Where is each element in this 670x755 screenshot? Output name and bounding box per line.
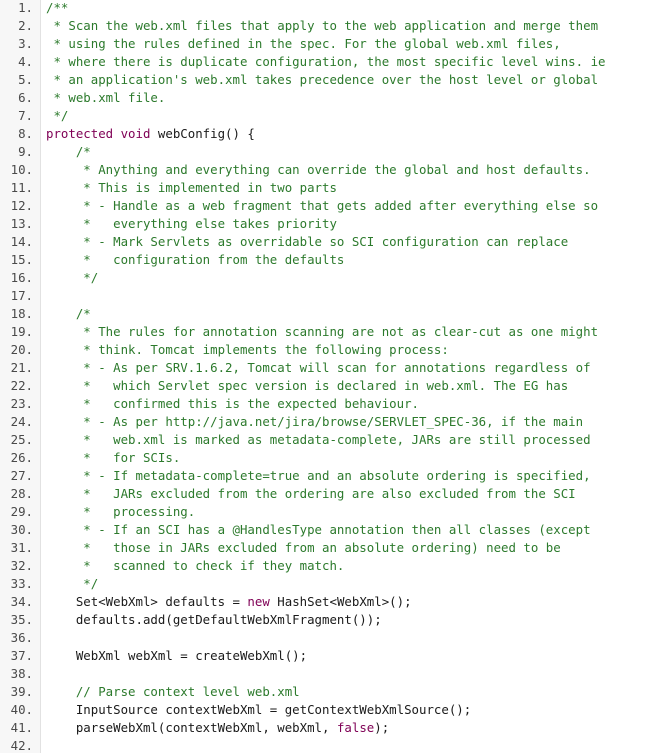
line-code — [40, 269, 98, 287]
code-line — [0, 35, 670, 53]
code-line — [0, 719, 670, 737]
code-line — [0, 215, 670, 233]
code-line — [0, 197, 670, 215]
code-keyword: protected void — [46, 126, 151, 141]
line-number: 2. — [18, 18, 33, 33]
code-line — [0, 125, 670, 143]
line-number: 30. — [10, 522, 33, 537]
line-code — [40, 719, 389, 737]
line-code — [40, 737, 46, 755]
code-line — [0, 467, 670, 485]
line-code — [40, 71, 598, 89]
code-comment: /* — [46, 144, 91, 159]
code-comment: * everything else takes priority — [46, 216, 337, 231]
line-number: 19. — [10, 324, 33, 339]
code-comment: * This is implemented in two parts — [46, 180, 337, 195]
line-code — [40, 377, 568, 395]
line-number: 28. — [10, 486, 33, 501]
code-comment: * - If metadata-complete=true and an absolute ordering is specified, — [46, 468, 591, 483]
line-code — [40, 593, 412, 611]
line-number: 3. — [18, 36, 33, 51]
code-line — [0, 89, 670, 107]
code-line — [0, 701, 670, 719]
code-comment: */ — [46, 576, 99, 591]
line-number: 40. — [10, 702, 33, 717]
code-comment: // Parse context level web.xml — [46, 684, 300, 699]
line-number: 22. — [10, 378, 33, 393]
code-line — [0, 593, 670, 611]
line-code — [40, 323, 598, 341]
code-comment: * processing. — [46, 504, 196, 519]
code-keyword: false — [336, 720, 375, 735]
line-number: 12. — [10, 198, 33, 213]
code-comment: * Anything and everything can override the global and host defaults. — [46, 162, 591, 177]
line-number: 33. — [10, 576, 33, 591]
line-code — [40, 35, 561, 53]
line-code — [40, 413, 583, 431]
code-comment: * using the rules defined in the spec. For the global web.xml files, — [46, 36, 561, 51]
line-code — [40, 503, 195, 521]
code-line — [0, 395, 670, 413]
code-comment: /** — [46, 0, 69, 15]
code-line — [0, 683, 670, 701]
line-code — [40, 431, 591, 449]
code-comment: /* — [46, 306, 91, 321]
line-number: 6. — [18, 90, 33, 105]
line-number: 18. — [10, 306, 33, 321]
code-comment: * web.xml is marked as metadata-complete, JARs are still processed — [46, 432, 591, 447]
code-text: HashSet<WebXml>(); — [269, 594, 412, 609]
line-number: 17. — [10, 288, 33, 303]
line-code — [40, 701, 471, 719]
line-code — [40, 197, 598, 215]
line-code — [40, 287, 46, 305]
code-comment: */ — [46, 108, 69, 123]
line-number: 37. — [10, 648, 33, 663]
code-line — [0, 557, 670, 575]
line-number: 1. — [18, 0, 33, 15]
code-text: Set<WebXml> defaults = — [46, 594, 248, 609]
code-comment: * scanned to check if they match. — [46, 558, 345, 573]
code-line — [0, 431, 670, 449]
line-code — [40, 0, 68, 17]
code-line — [0, 107, 670, 125]
line-code — [40, 557, 344, 575]
line-number: 38. — [10, 666, 33, 681]
code-text: WebXml webXml = createWebXml(); — [46, 648, 308, 663]
code-line — [0, 611, 670, 629]
line-code — [40, 161, 591, 179]
line-number: 34. — [10, 594, 33, 609]
line-number: 14. — [10, 234, 33, 249]
code-line — [0, 179, 670, 197]
code-comment: * configuration from the defaults — [46, 252, 345, 267]
line-code — [40, 143, 91, 161]
line-number: 15. — [10, 252, 33, 267]
code-line — [0, 251, 670, 269]
code-line — [0, 737, 670, 755]
code-line — [0, 485, 670, 503]
line-code — [40, 665, 46, 683]
code-comment: * - As per SRV.1.6.2, Tomcat will scan for annotations regardless of — [46, 360, 591, 375]
line-code — [40, 179, 337, 197]
code-line — [0, 323, 670, 341]
code-comment: * JARs excluded from the ordering are also excluded from the SCI — [46, 486, 576, 501]
code-line — [0, 413, 670, 431]
code-line — [0, 71, 670, 89]
line-code — [40, 467, 591, 485]
code-comment: * for SCIs. — [46, 450, 181, 465]
line-number: 32. — [10, 558, 33, 573]
line-number: 41. — [10, 720, 33, 735]
line-code — [40, 53, 606, 71]
line-number: 36. — [10, 630, 33, 645]
line-number: 31. — [10, 540, 33, 555]
line-code — [40, 107, 68, 125]
line-code — [40, 575, 98, 593]
line-number: 9. — [18, 144, 33, 159]
line-code — [40, 449, 180, 467]
code-line — [0, 647, 670, 665]
line-number: 13. — [10, 216, 33, 231]
code-line — [0, 0, 670, 17]
code-comment: * - Handle as a web fragment that gets added after everything else so — [46, 198, 599, 213]
line-number: 8. — [18, 126, 33, 141]
line-number: 11. — [10, 180, 33, 195]
line-code — [40, 251, 344, 269]
code-comment: * think. Tomcat implements the following process: — [46, 342, 449, 357]
code-comment: * The rules for annotation scanning are not as clear-cut as one might — [46, 324, 599, 339]
code-line — [0, 503, 670, 521]
line-code — [40, 341, 449, 359]
line-number: 23. — [10, 396, 33, 411]
line-code — [40, 233, 568, 251]
line-number: 5. — [18, 72, 33, 87]
code-text: webConfig() { — [150, 126, 255, 141]
code-text: defaults.add(getDefaultWebXmlFragment()); — [46, 612, 382, 627]
line-number: 35. — [10, 612, 33, 627]
line-number: 20. — [10, 342, 33, 357]
line-number: 27. — [10, 468, 33, 483]
code-text: InputSource contextWebXml = getContextWebXmlSource(); — [46, 702, 472, 717]
code-comment: * - Mark Servlets as overridable so SCI configuration can replace — [46, 234, 569, 249]
line-number: 10. — [10, 162, 33, 177]
line-number: 16. — [10, 270, 33, 285]
line-code — [40, 539, 561, 557]
line-number: 4. — [18, 54, 33, 69]
code-comment: * which Servlet spec version is declared in web.xml. The EG has — [46, 378, 569, 393]
line-number: 21. — [10, 360, 33, 375]
line-code — [40, 89, 165, 107]
code-line — [0, 449, 670, 467]
code-line — [0, 341, 670, 359]
line-code — [40, 305, 91, 323]
code-line — [0, 665, 670, 683]
line-code — [40, 647, 307, 665]
code-line — [0, 521, 670, 539]
line-number: 7. — [18, 108, 33, 123]
line-number: 42. — [10, 738, 33, 753]
line-code — [40, 395, 419, 413]
code-comment: * those in JARs excluded from an absolute ordering) need to be — [46, 540, 561, 555]
line-code — [40, 611, 382, 629]
code-text: parseWebXml(contextWebXml, webXml, — [46, 720, 337, 735]
code-comment: * an application's web.xml takes precedence over the host level or global — [46, 72, 599, 87]
line-code — [40, 125, 255, 143]
code-line — [0, 233, 670, 251]
code-comment: * Scan the web.xml files that apply to the web application and merge them — [46, 18, 599, 33]
line-code — [40, 521, 591, 539]
code-comment: * - As per http://java.net/jira/browse/SERVLET_SPEC-36, if the main — [46, 414, 584, 429]
code-line — [0, 575, 670, 593]
code-line — [0, 143, 670, 161]
code-line — [0, 17, 670, 35]
code-text: ); — [374, 720, 390, 735]
code-line — [0, 53, 670, 71]
line-number: 25. — [10, 432, 33, 447]
code-keyword: new — [247, 594, 270, 609]
code-line — [0, 629, 670, 647]
line-number: 24. — [10, 414, 33, 429]
code-line — [0, 269, 670, 287]
line-code — [40, 359, 591, 377]
code-line — [0, 359, 670, 377]
line-code — [40, 485, 576, 503]
code-line — [0, 161, 670, 179]
code-comment: * confirmed this is the expected behaviour. — [46, 396, 419, 411]
line-code — [40, 17, 598, 35]
code-comment: * - If an SCI has a @HandlesType annotation then all classes (except — [46, 522, 591, 537]
line-code — [40, 629, 46, 647]
code-comment: * web.xml file. — [46, 90, 166, 105]
line-code — [40, 683, 300, 701]
code-line — [0, 287, 670, 305]
line-number: 26. — [10, 450, 33, 465]
line-number: 39. — [10, 684, 33, 699]
line-code — [40, 215, 337, 233]
code-comment: * where there is duplicate configuration, the most specific level wins. ie — [46, 54, 606, 69]
code-line — [0, 377, 670, 395]
code-line — [0, 305, 670, 323]
line-number: 29. — [10, 504, 33, 519]
code-line — [0, 539, 670, 557]
code-comment: */ — [46, 270, 99, 285]
